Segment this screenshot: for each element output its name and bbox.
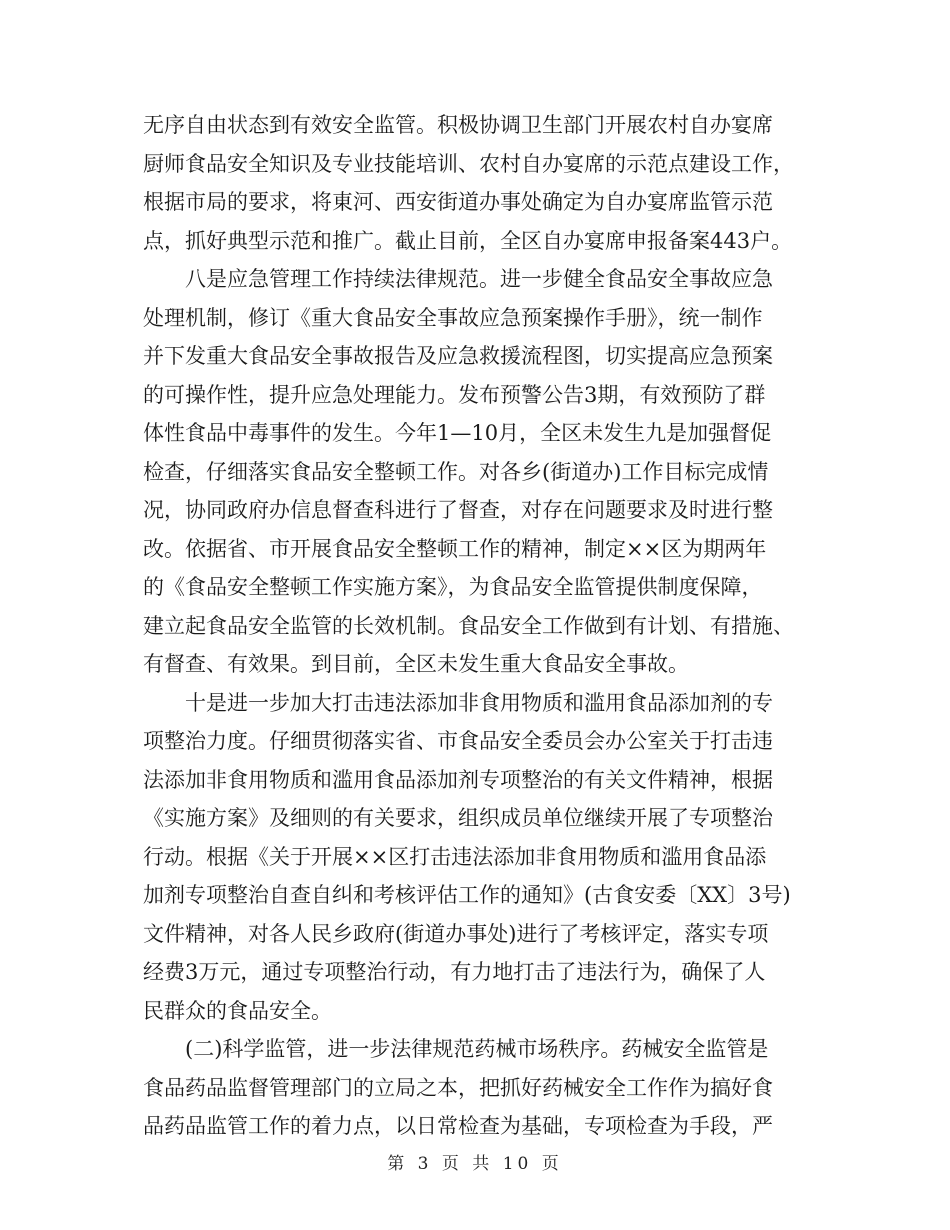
text-line: 并下发重大食品安全事故报告及应急救援流程图，切实提高应急预案 [143,344,773,368]
text-line: 体性食品中毒事件的发生。今年1—10月，全区未发生九是加强督促 [143,421,772,445]
paragraph [143,1030,809,1146]
text-line: 无序自由状态到有效安全监管。积极协调卫生部门开展农村自办宴席 [143,113,773,137]
body-text [143,106,809,1146]
text-line: 改。依据省、市开展食品安全整顿工作的精神，制定××区为期两年 [143,536,767,561]
text-line: 的可操作性，提升应急处理能力。发布预警公告3期，有效预防了群 [143,382,766,407]
text-line: (二)科学监管，进一步法律规范药械市场秩序。药械安全监管是 [185,1037,769,1061]
text-line: 法添加非食用物质和滥用食品添加剂专项整治的有关文件精神，根据 [143,767,773,792]
text-line: 况，协同政府办信息督查科进行了督查，对存在问题要求及时进行整 [143,498,773,522]
text-line: 项整治力度。仔细贯彻落实省、市食品安全委员会办公室关于打击违 [143,729,773,753]
paragraph [143,684,809,1031]
text-line: 民群众的食品安全。 [143,998,332,1023]
text-line: 食品药品监督管理部门的立局之本，把抓好药械安全工作作为搞好食 [143,1075,773,1100]
paragraph [143,106,809,260]
text-line: 建立起食品安全监管的长效机制。食品安全工作做到有计划、有措施、 [143,613,794,638]
text-line: 品药品监管工作的着力点，以日常检查为基础，专项检查为手段，严 [143,1114,773,1138]
text-line: 的《食品安全整顿工作实施方案》，为食品安全监管提供制度保障， [143,575,763,599]
text-line: 根据市局的要求，将東河、西安街道办事处确定为自办宴席监管示范 [143,190,773,214]
text-line: 经费3万元，通过专项整治行动，有力地打击了违法行为，确保了人 [143,960,766,984]
paragraph [143,260,809,684]
text-line: 检查，仔细落实食品安全整顿工作。对各乡(街道办)工作目标完成情 [143,459,769,484]
text-line: 文件精神，对各人民乡政府(街道办事处)进行了考核评定，落实专项 [143,921,769,946]
text-line: 厨师食品安全知识及专业技能培训、农村自办宴席的示范点建设工作， [143,151,794,176]
text-line: 有督查、有效果。到目前，全区未发生重大食品安全事故。 [143,652,689,676]
text-line: 处理机制，修订《重大食品安全事故应急预案操作手册》，统一制作 [143,305,763,330]
text-line: 加剂专项整治自查自纠和考核评估工作的通知》(古食安委〔XX〕3号) [143,883,791,907]
page-footer: 第 3 页 共 10 页 [387,1154,563,1174]
text-line: 点，抓好典型示范和推广。截止目前，全区自办宴席申报备案443户。 [143,228,793,253]
text-line: 八是应急管理工作持续法律规范。进一步健全食品安全事故应急 [185,267,773,291]
text-line: 十是进一步加大打击违法添加非食用物质和滥用食品添加剂的专 [185,690,773,715]
text-line: 《实施方案》及细则的有关要求，组织成员单位继续开展了专项整治 [143,806,773,830]
text-line: 行动。根据《关于开展××区打击违法添加非食用物质和滥用食品添 [143,844,767,869]
